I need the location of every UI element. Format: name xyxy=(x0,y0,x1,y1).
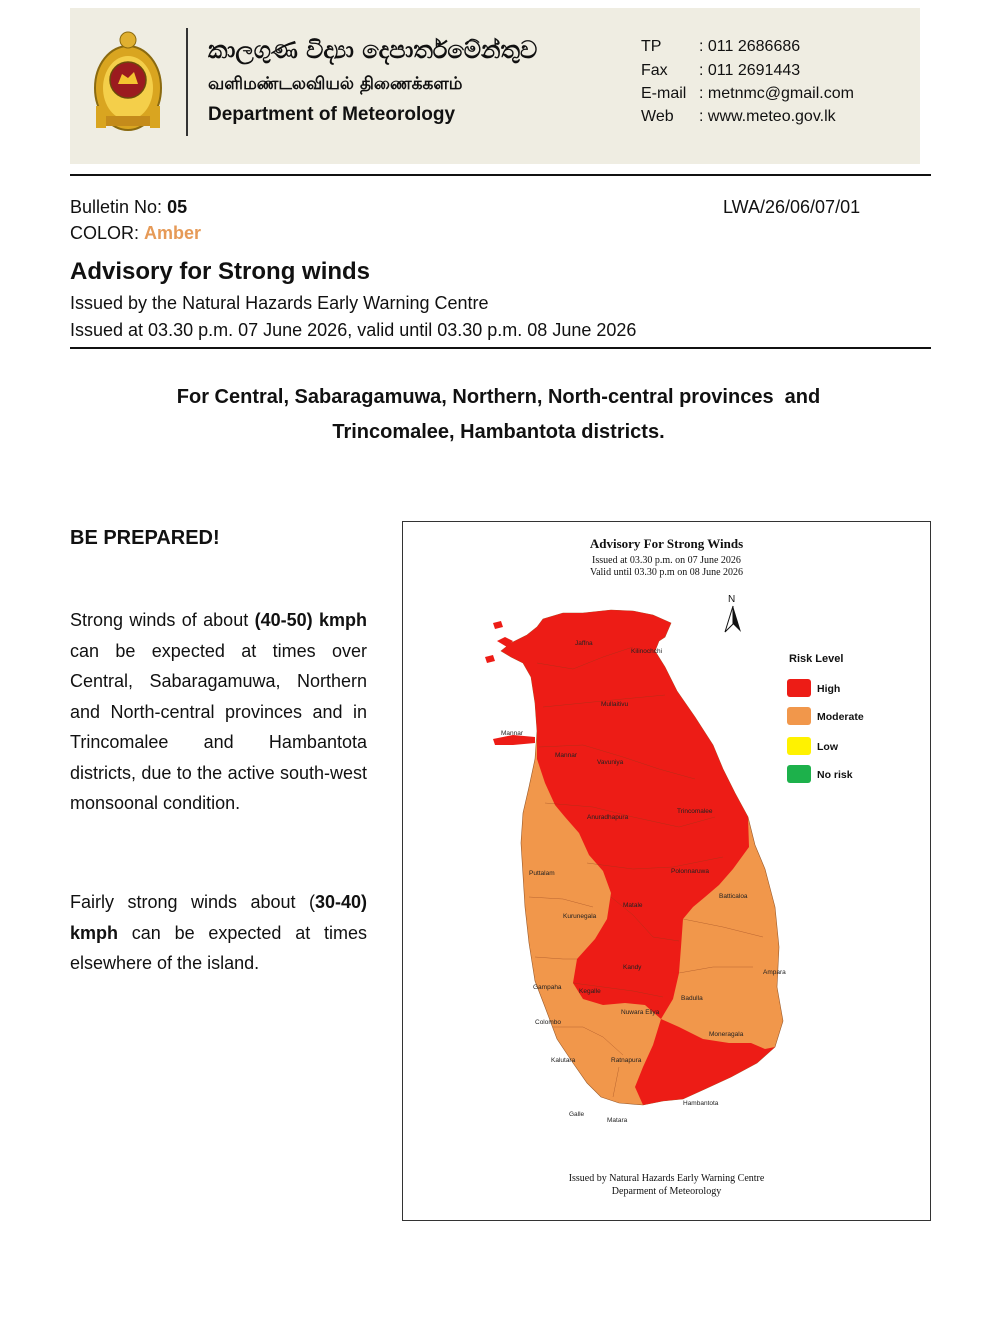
district-label-mullaitivu: Mullaitivu xyxy=(601,701,629,708)
map-footer-centre: Issued by Natural Hazards Early Warning Centre xyxy=(568,1173,765,1184)
district-label-colombo: Colombo xyxy=(535,1019,562,1026)
issued-by: Issued by the Natural Hazards Early Warning Centre xyxy=(70,293,489,313)
district-label-vavuniya: Vavuniya xyxy=(597,759,624,766)
header-rule xyxy=(70,174,931,176)
paragraph-strong-winds: Strong winds of about (40-50) kmph can be expected at times over Central, Sabaragamuwa, Northern and North-central provinces and in Trincomalee and Hambantota districts, due to the active south-west monsoonal condition. xyxy=(70,610,367,813)
map-issued: Issued at 03.30 p.m. on 07 June 2026 xyxy=(592,555,741,566)
district-label-trincomalee: Trincomalee xyxy=(677,808,713,815)
legend-label-high: High xyxy=(817,683,841,695)
district-label-matale: Matale xyxy=(623,902,643,909)
advisory-title: Advisory for Strong winds xyxy=(70,258,371,285)
district-label-ratnapura: Ratnapura xyxy=(611,1057,642,1064)
advisory-map xyxy=(402,521,931,1221)
region-high-islands xyxy=(485,621,513,663)
header-divider xyxy=(186,28,188,136)
map-title: Advisory For Strong Winds xyxy=(589,536,744,551)
legend-swatch-low xyxy=(787,737,811,755)
legend-swatch-high xyxy=(787,679,811,697)
district-label-mannar: Mannar xyxy=(501,730,524,737)
legend-swatch-no-risk xyxy=(787,765,811,783)
map-footer-department: Deparment of Meteorology xyxy=(611,1186,722,1197)
district-label-nuwara-eliya: Nuwara Eliya xyxy=(621,1009,660,1016)
department-name-english: Department of Meteorology xyxy=(208,104,456,125)
district-label-kandy: Kandy xyxy=(623,964,642,971)
department-name-tamil: வளிமண்டலவியல் திணைக்களம் xyxy=(208,74,463,94)
legend-label-no-risk: No risk xyxy=(817,769,853,781)
district-label-matara: Matara xyxy=(607,1117,628,1124)
sri-lanka-map xyxy=(483,607,786,1147)
district-label-hambantota: Hambantota xyxy=(683,1100,719,1107)
issued-at: Issued at 03.30 p.m. 07 June 2026, valid until 03.30 p.m. 08 June 2026 xyxy=(70,320,637,340)
district-label-moneragala: Moneragala xyxy=(709,1031,744,1038)
title-rule xyxy=(70,347,931,349)
legend-label-low: Low xyxy=(817,741,838,753)
bulletin-color: COLOR: Amber xyxy=(70,223,202,243)
district-label-kegalle: Kegalle xyxy=(579,988,601,995)
district-label-badulla: Badulla xyxy=(681,995,703,1002)
contact-fax: Fax : 011 2691443 xyxy=(641,62,801,79)
affected-areas: For Central, Sabaragamuwa, Northern, North-central provinces and Trincomalee, Hambantota districts. xyxy=(176,386,821,443)
map-valid: Valid until 03.30 p.m on 08 June 2026 xyxy=(589,567,744,578)
district-label-anuradhapura: Anuradhapura xyxy=(587,814,629,821)
contact-phone: TP : 011 2686686 xyxy=(641,38,801,55)
district-label-kalutara: Kalutara xyxy=(551,1057,576,1064)
department-name-sinhala: කාලගුණ විද්‍යා දෙපාර්තමේන්තුව xyxy=(208,36,538,64)
district-label-kurunegala: Kurunegala xyxy=(563,913,597,920)
legend-label-moderate: Moderate xyxy=(817,711,864,723)
be-prepared-heading: BE PREPARED! xyxy=(70,527,220,549)
emblem-icon xyxy=(92,28,164,134)
legend-title: Risk Level xyxy=(789,653,844,665)
bulletin-reference: LWA/26/06/07/01 xyxy=(723,197,861,217)
district-label-galle: Galle xyxy=(569,1111,585,1118)
district-label-jaffna: Jaffna xyxy=(575,640,593,647)
north-label: N xyxy=(728,594,736,605)
paragraph-fairly-strong-winds: Fairly strong winds about (30-40) kmph can be expected at times elsewhere of the island. xyxy=(70,892,367,973)
contact-email: E-mail : metnmc@gmail.com xyxy=(641,85,854,102)
district-label-polonnaruwa: Polonnaruwa xyxy=(671,868,709,875)
district-label-ampara: Ampara xyxy=(763,969,786,976)
legend-swatch-moderate xyxy=(787,707,811,725)
district-label-gampaha: Gampaha xyxy=(533,984,562,991)
contact-web: Web : www.meteo.gov.lk xyxy=(641,108,836,125)
district-label-batticaloa: Batticaloa xyxy=(719,893,748,900)
district-label-vavuniya-area: Mannar xyxy=(555,752,578,759)
district-label-puttalam: Puttalam xyxy=(529,870,555,877)
district-label-kilinochchi: Kilinochchi xyxy=(631,648,663,655)
bulletin-number: Bulletin No: 05 xyxy=(70,197,188,217)
